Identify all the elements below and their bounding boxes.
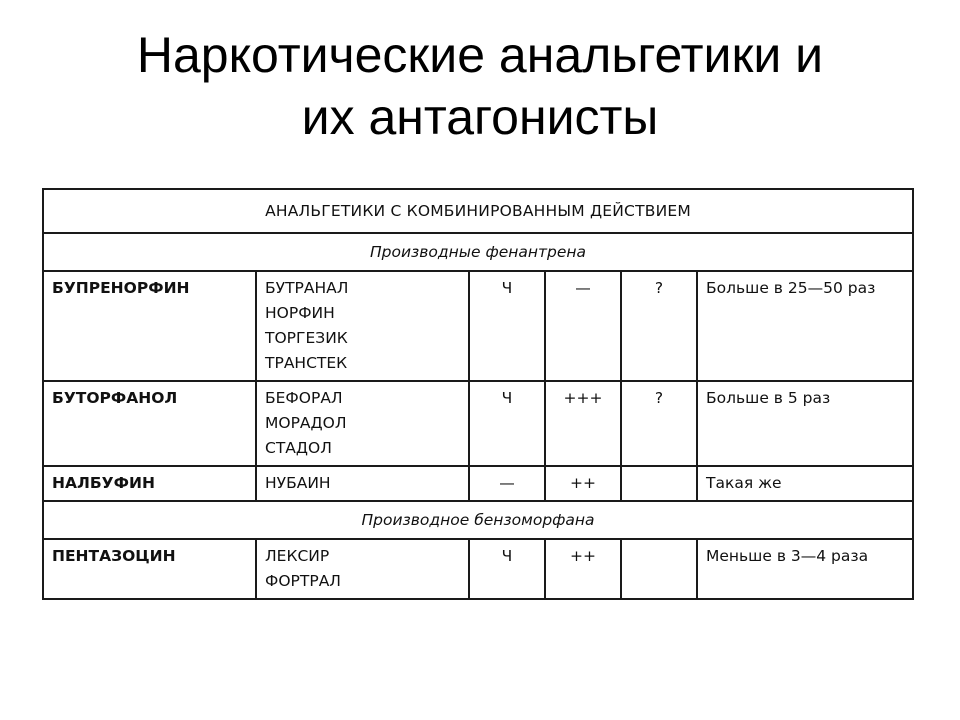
subgroup-label: Производное бензоморфана xyxy=(43,501,913,539)
brand-name: ЛЕКСИР xyxy=(265,547,330,565)
brand-names-cell xyxy=(256,466,469,501)
brand-name: ТОРГЕЗИК xyxy=(265,329,348,347)
slide-title-line-1: Наркотические анальгетики и xyxy=(136,27,824,83)
brand-names-cell xyxy=(256,381,469,466)
potency-cell: Меньше в 3—4 раза xyxy=(697,539,913,599)
effect-cell-col4: ++ xyxy=(545,539,621,599)
brand-names-cell xyxy=(256,271,469,381)
effect-cell-col3: Ч xyxy=(469,271,545,381)
subgroup-row xyxy=(43,501,913,539)
table-header: АНАЛЬГЕТИКИ С КОМБИНИРОВАННЫМ ДЕЙСТВИЕМ xyxy=(43,189,913,233)
effect-cell-col5: ? xyxy=(621,271,697,381)
substance-name: ПЕНТАЗОЦИН xyxy=(43,539,256,599)
effect-cell-col4: ++ xyxy=(545,466,621,501)
potency-cell: Больше в 25—50 раз xyxy=(697,271,913,381)
brand-name: МОРАДОЛ xyxy=(265,414,347,432)
subgroup-row xyxy=(43,233,913,271)
slide-title xyxy=(0,24,960,148)
substance-name: БУПРЕНОРФИН xyxy=(43,271,256,381)
effect-cell-col4: — xyxy=(545,271,621,381)
brand-name: ФОРТРАЛ xyxy=(265,572,341,590)
brand-names-cell xyxy=(256,539,469,599)
brand-name: СТАДОЛ xyxy=(265,439,332,457)
brand-name: БЕФОРАЛ xyxy=(265,389,343,407)
effect-cell-col4: +++ xyxy=(545,381,621,466)
substance-name: НАЛБУФИН xyxy=(43,466,256,501)
subgroup-label: Производные фенантрена xyxy=(43,233,913,271)
analgesics-table xyxy=(42,188,914,600)
effect-cell-col5 xyxy=(621,466,697,501)
table-row xyxy=(43,539,913,599)
substance-name: БУТОРФАНОЛ xyxy=(43,381,256,466)
effect-cell-col3: — xyxy=(469,466,545,501)
brand-name: НОРФИН xyxy=(265,304,335,322)
table-row xyxy=(43,271,913,381)
effect-cell-col5 xyxy=(621,539,697,599)
effect-cell-col3: Ч xyxy=(469,381,545,466)
potency-cell: Такая же xyxy=(697,466,913,501)
table-header-row xyxy=(43,189,913,233)
brand-name: БУТРАНАЛ xyxy=(265,279,349,297)
slide-title-line-2: их антагонисты xyxy=(301,89,659,145)
brand-name: ТРАНСТЕК xyxy=(265,354,348,372)
effect-cell-col5: ? xyxy=(621,381,697,466)
table-row xyxy=(43,466,913,501)
effect-cell-col3: Ч xyxy=(469,539,545,599)
potency-cell: Больше в 5 раз xyxy=(697,381,913,466)
brand-name: НУБАИН xyxy=(265,474,331,492)
table-row xyxy=(43,381,913,466)
